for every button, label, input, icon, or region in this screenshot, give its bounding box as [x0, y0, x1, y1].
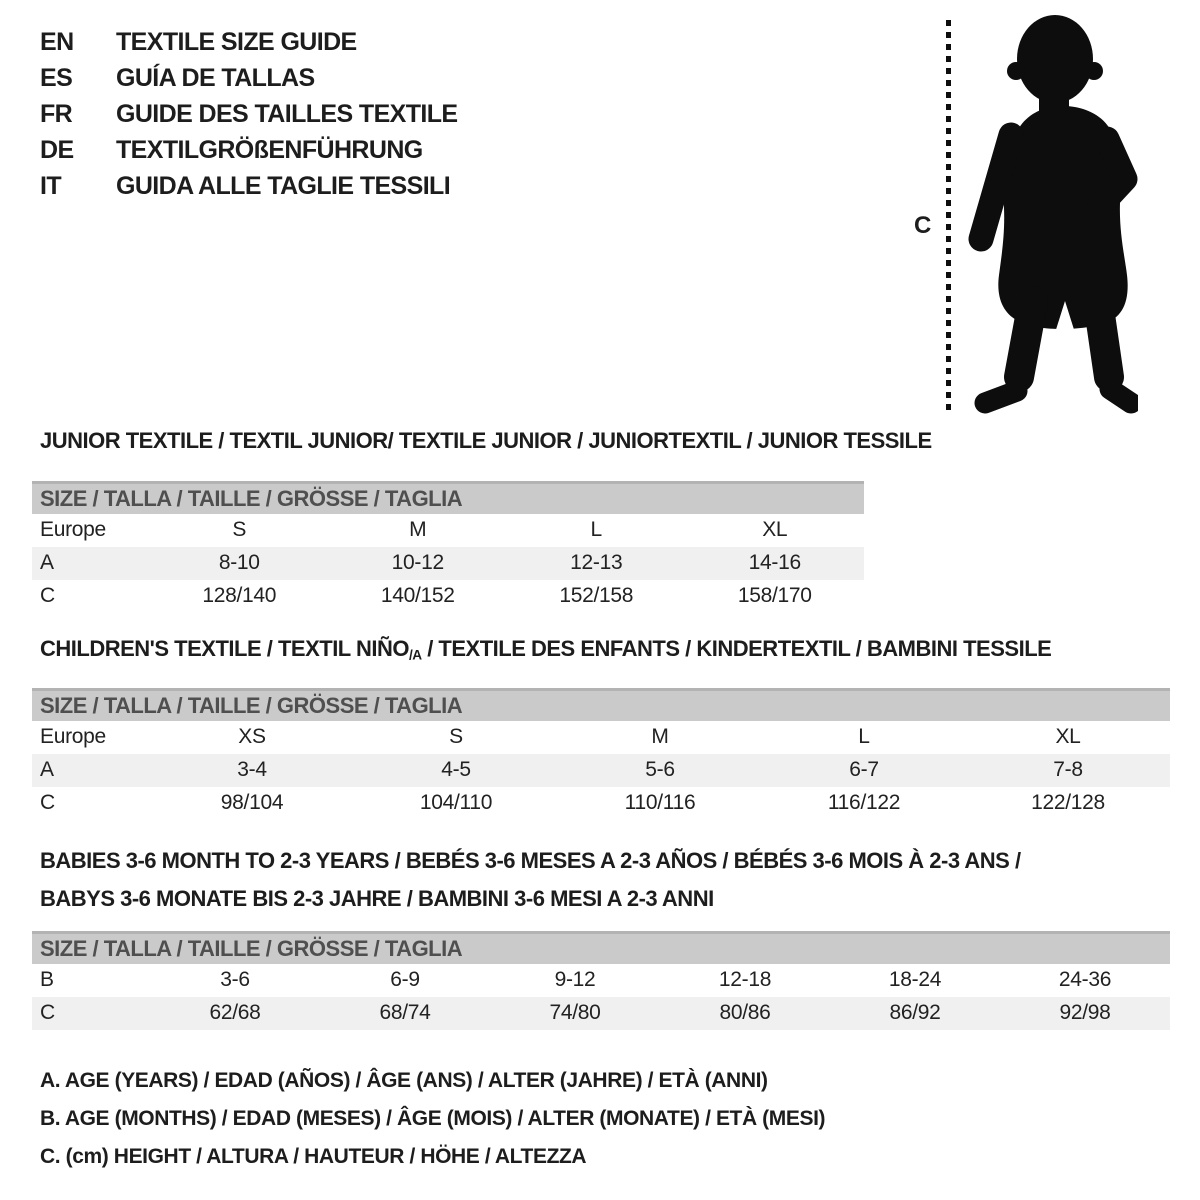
cell: 10-12 [329, 547, 508, 580]
toddler-silhouette-icon [963, 13, 1138, 415]
column-header-cell: L [858, 725, 870, 749]
column-header-cell: Europe [40, 725, 106, 749]
cell: 92/98 [1000, 997, 1170, 1030]
language-code: DE [40, 136, 74, 164]
language-title: GUÍA DE TALLAS [116, 64, 315, 92]
cell: 6-9 [390, 968, 420, 991]
column-header-cell: S [449, 725, 463, 749]
cell: 9-12 [554, 968, 596, 991]
cell: 8-10 [150, 547, 329, 580]
table-row-height [32, 997, 1170, 1030]
babies-size-table [32, 931, 1170, 1030]
section-childrens-textile [32, 636, 1170, 820]
column-header-row [32, 514, 864, 547]
column-header-row [32, 721, 1170, 754]
size-header-bar: SIZE / TALLA / TAILLE / GRÖSSE / TAGLIA [32, 690, 1170, 721]
cell: 98/104 [220, 791, 284, 815]
cell: 122/128 [1031, 791, 1105, 815]
language-row-en [40, 28, 458, 64]
language-code: FR [40, 100, 73, 128]
children-section-heading [32, 636, 1170, 662]
cell: 24-36 [1058, 968, 1112, 991]
table-row-age [32, 547, 864, 580]
cell: 140/152 [380, 584, 455, 607]
babies-section-heading [32, 842, 1170, 918]
language-title-list [40, 28, 458, 208]
cell: 6-7 [762, 754, 966, 787]
height-measure-dashed-line [946, 20, 951, 416]
column-header-cell: M [409, 518, 427, 541]
children-heading-subscript: /A [408, 647, 422, 663]
legend-line-c: C. (cm) HEIGHT / ALTURA / HAUTEUR / HÖHE / ALTEZZA [40, 1145, 587, 1168]
junior-size-table [32, 481, 864, 613]
column-header-cell: XS [238, 725, 266, 749]
language-row-it [40, 172, 458, 208]
row-label-cell: B [40, 968, 54, 991]
size-header-row [32, 933, 1170, 964]
cell: 158/170 [737, 584, 812, 607]
cell: 12-13 [507, 547, 686, 580]
children-heading-prefix: CHILDREN'S TEXTILE / TEXTIL NIÑO [40, 636, 409, 661]
column-header-cell: Europe [40, 518, 106, 541]
size-header-row [32, 690, 1170, 721]
cell: 110/116 [624, 791, 696, 815]
table-row-height [32, 580, 864, 613]
cell: 116/122 [827, 791, 901, 815]
row-label-cell: A [32, 547, 150, 580]
cell: 4-5 [354, 754, 558, 787]
table-row-age [32, 754, 1170, 787]
cell: 86/92 [830, 997, 1000, 1030]
children-size-table [32, 688, 1170, 820]
section-babies-textile [32, 842, 1170, 1030]
language-code: IT [40, 172, 62, 200]
cell: 3-6 [220, 968, 250, 991]
cell: 128/140 [202, 584, 277, 607]
junior-section-heading: JUNIOR TEXTILE / TEXTIL JUNIOR/ TEXTILE JUNIOR / JUNIORTEXTIL / JUNIOR TESSILE [40, 428, 932, 453]
cell: 5-6 [558, 754, 762, 787]
legend-line-a: A. AGE (YEARS) / EDAD (AÑOS) / ÂGE (ANS) / ALTER (JAHRE) / ETÀ (ANNI) [40, 1069, 768, 1092]
cell: 80/86 [660, 997, 830, 1030]
language-title: TEXTILE SIZE GUIDE [116, 28, 357, 56]
size-header-bar: SIZE / TALLA / TAILLE / GRÖSSE / TAGLIA [32, 933, 1170, 964]
language-row-es [40, 64, 458, 100]
column-header-cell: XL [1055, 725, 1081, 749]
legend-line-b: B. AGE (MONTHS) / EDAD (MESES) / ÂGE (MOIS) / ALTER (MONATE) / ETÀ (MESI) [40, 1107, 826, 1130]
cell: 12-18 [718, 968, 772, 991]
column-header-cell: M [651, 725, 669, 749]
language-title: GUIDE DES TAILLES TEXTILE [116, 100, 458, 128]
cell: 7-8 [966, 754, 1170, 787]
babies-heading-line2: BABYS 3-6 MONATE BIS 2-3 JAHRE / BAMBINI 3-6 MESI A 2-3 ANNI [40, 886, 714, 911]
size-header-bar: SIZE / TALLA / TAILLE / GRÖSSE / TAGLIA [32, 483, 864, 514]
children-heading-suffix: / TEXTILE DES ENFANTS / KINDERTEXTIL / BAMBINI TESSILE [421, 636, 1052, 661]
row-label-cell: C [40, 584, 55, 607]
babies-heading-line1: BABIES 3-6 MONTH TO 2-3 YEARS / BEBÉS 3-6 MESES A 2-3 AÑOS / BÉBÉS 3-6 MOIS À 2-3 ANS / [40, 848, 1021, 873]
language-title: TEXTILGRÖßENFÜHRUNG [116, 136, 423, 164]
table-row-height [32, 787, 1170, 820]
row-label-cell: C [32, 997, 150, 1030]
column-header-cell: L [590, 518, 602, 541]
language-code: EN [40, 28, 74, 56]
column-header-cell: XL [762, 518, 788, 541]
size-header-row [32, 483, 864, 514]
cell: 74/80 [490, 997, 660, 1030]
row-label-cell: A [32, 754, 150, 787]
language-row-fr [40, 100, 458, 136]
language-title: GUIDA ALLE TAGLIE TESSILI [116, 172, 451, 200]
cell: 104/110 [419, 791, 493, 815]
cell: 3-4 [150, 754, 354, 787]
language-row-de [40, 136, 458, 172]
cell: 14-16 [686, 547, 865, 580]
cell: 18-24 [888, 968, 942, 991]
table-row-age-months [32, 964, 1170, 997]
height-measure-label: C [914, 212, 932, 239]
legend [40, 1062, 825, 1176]
section-junior-textile [32, 428, 932, 613]
cell: 68/74 [320, 997, 490, 1030]
language-code: ES [40, 64, 73, 92]
column-header-cell: S [232, 518, 247, 541]
cell: 62/68 [150, 997, 320, 1030]
row-label-cell: C [40, 791, 55, 815]
cell: 152/158 [559, 584, 634, 607]
